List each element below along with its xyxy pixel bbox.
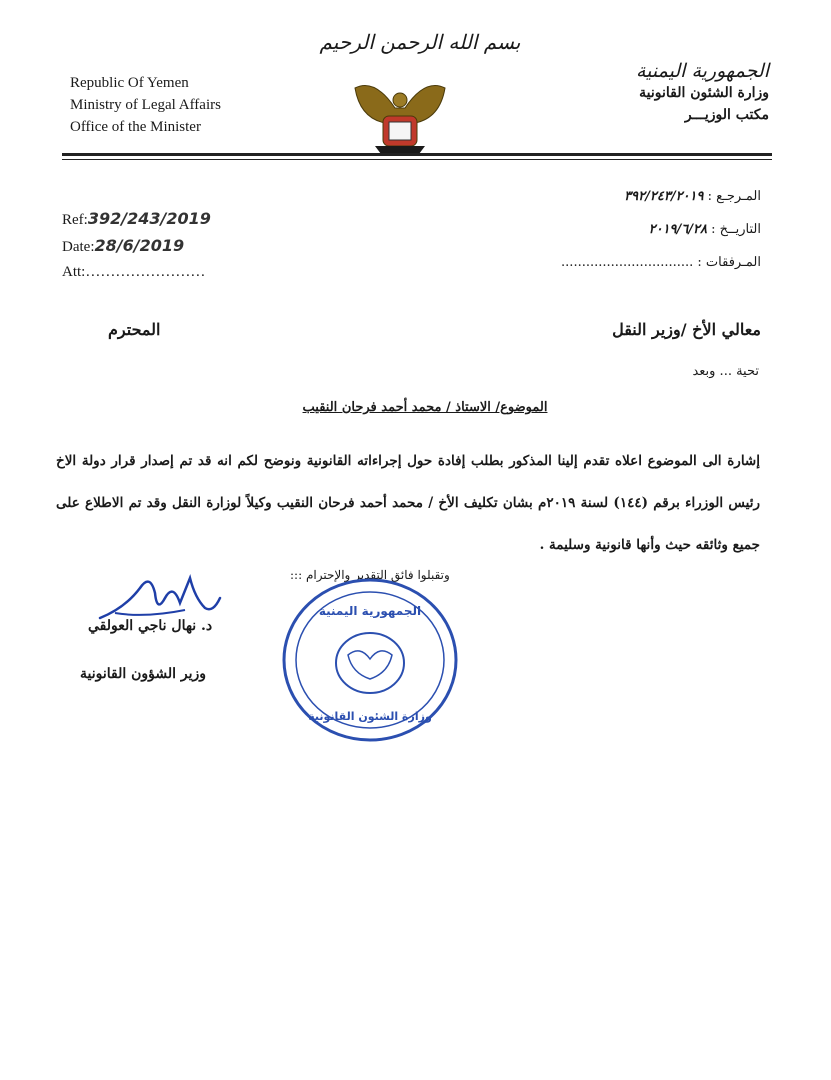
reference-block-english [62,206,211,285]
ministry-name-ar: وزارة الشئون القانونية [639,85,769,101]
ref-value-en: 392/243/2019 [87,209,211,228]
basmala: بسم الله الرحمن الرحيم [319,30,521,54]
header-rule-thin [62,159,772,160]
letterhead-arabic [636,60,769,126]
att-value-ar: ................................ [561,255,694,270]
att-row-ar [561,246,761,279]
country-name-ar: الجمهورية اليمنية [635,60,769,82]
subject-line: الموضوع/ الاستاذ / محمد أحمد فرحان النقيب [302,400,548,415]
signatory-title: وزير الشؤون القانونية [80,666,207,682]
recipient-line: معالي الأخ /وزير النقل [612,320,761,339]
date-row-ar [561,213,761,246]
date-label-en: Date: [62,239,95,255]
att-label-en: Att: [62,264,86,280]
header-rule-thick [62,153,772,156]
official-stamp-icon [280,575,460,745]
office-name-en: Office of the Minister [70,119,201,135]
ref-label-en: Ref: [62,212,88,228]
yemen-eagle-emblem-icon [345,78,455,156]
reference-block-arabic [561,180,761,279]
letter-body: إشارة الى الموضوع اعلاه تقدم إلينا المذكور بطلب إفادة حول إجراءاته القانونية ونوضح لكم انه قد تم إصدار قرار دولة الاخ رئيس الوزراء برقم (١٤٤) لسنة ٢٠١٩م بشان تكليف الأخ / محمد أحمد فرحان النقيب وكيلاً لوزارة النقل وقد تم الاطلاع على جميع وثائقه حيث وأنها قانونية وسليمة . [56,453,760,553]
respect-word: المحترم [108,320,161,339]
ministry-name-en: Ministry of Legal Affairs [70,97,221,113]
stamp-text-top: الجمهورية اليمنية [318,604,422,618]
date-value-en: 28/6/2019 [94,236,185,255]
ref-row-en [62,206,211,233]
country-name-en: Republic Of Yemen [70,75,189,91]
closing-line: وتقبلوا فائق التقدير والإحترام ::: [290,568,450,582]
att-row-en [62,260,211,285]
ref-label-ar: المـرجـع : [707,189,761,204]
ref-row-ar [561,180,761,213]
ref-value-ar: ٣٩٢/٢٤٣/٢٠١٩ [624,189,704,204]
date-row-en [62,233,211,260]
letterhead-english [70,72,221,138]
office-name-ar: مكتب الوزيـــر [684,107,769,123]
date-value-ar: ٢٠١٩/٦/٢٨ [648,222,707,237]
date-label-ar: التاريــخ : [711,222,761,237]
att-label-ar: المـرفقات : [697,255,761,270]
signatory-name: د. نهال ناجي العولقي [88,618,213,634]
greeting-line: تحية ... وبعد [692,364,759,379]
stamp-text-bottom: وزارة الشئون القانونية [308,710,432,723]
att-value-en: …………………… [85,264,206,280]
